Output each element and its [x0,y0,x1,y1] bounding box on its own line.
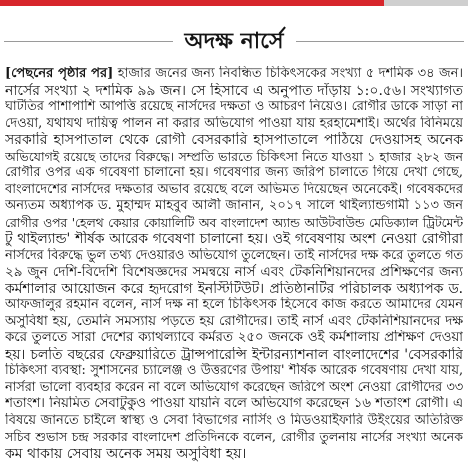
article-line: ২৯ জুন দেশি-বিদেশি বিশেষজ্ঞদের সমন্বয়ে নার্স এবং টেকনিশিয়ানদের প্রশিক্ষণের জন্য [5,264,463,280]
article-line: হয়। চলতি বছরের ফেব্রুয়ারিতে ট্রান্সপারেন্সি ইন্টারন্যাশনাল বাংলাদেশের 'বেসরকারি [5,346,463,363]
article-line: রোগীর ওপর 'হেলথ কেয়ার কোয়ালিটি অব বাংলাদেশ অ্যান্ড আউটবাউন্ড মেডিক্যাল ট্রিটমেন্ট [5,215,463,230]
article-line: সরকারি হাসপাতাল থেকে রোগী বেসরকারি হাসপাতালে পাঠিয়ে দেওয়াসহ অনেক [5,132,463,148]
title-rule-right [296,41,465,42]
article-line: অভিযোগই রয়েছে তাদের বিরুদ্ধে। সম্প্রতি ভারতে চিকিৎসা নিতে যাওয়া ১ হাজার ২৮২ জন [5,148,463,164]
article-line: অন্যতম অধ্যাপক ড. মুহাম্মদ মাহবুব আলী জানান, ২০১৭ সালে থাইল্যান্ডগামী ১১৩ জন [5,198,463,213]
article-line: বাংলাদেশের নার্সদের দক্ষতার অভাব রয়েছে বলে অভিমত দিয়েছেন অনেকেই। গবেষকদের [5,181,463,197]
article-line: চিকিৎসা ব্যবস্থা: সুশাসনের চ্যালেঞ্জ ও উত্তরণের উপায়' শীর্ষক আরেক গবেষণায় দেখা যায়, [5,363,463,378]
article-line: রোগীর ওপর এক গবেষণা চালানো হয়। গবেষণার জন্য জরিপ চালাতে গিয়ে দেখা গেছে, [5,165,463,180]
top-accent-bar-red [0,0,384,6]
continued-from-label: [পেছনের পৃষ্ঠার পর] [5,66,114,81]
title-rule-left [4,41,173,42]
title-row [0,22,468,60]
article-line: ঘাটতির পাশাপাশি আপত্তি রয়েছে নার্সদের দক্ষতা ও আচরণ নিয়েও। রোগীর ডাকে সাড়া না [5,99,463,114]
article-line: নার্সদের বিরুদ্ধে ভুল তথ্য দেওয়ারও অভিযোগ তুলেছেন। তাই নার্সদের দক্ষ করে তুলতে গত [5,247,463,263]
article-line: টু থাইল্যান্ড' শীর্ষক আরেক গবেষণা চালানো হয়। ওই গবেষণায় অংশ নেওয়া রোগীরা [5,231,463,247]
top-accent-bar-gray [384,0,468,6]
article-line: নার্সরা ভালো ব্যবহার করেন না বলে অভিযোগ করেছেন জরিপে অংশ নেওয়া রোগীদের ৩৩ [5,379,463,395]
article-line: আফজালুর রহমান বলেন, নার্স দক্ষ না হলে চিকিৎসক হিসেবে কাজ করতে আমাদের যেমন [5,297,463,312]
article-line [5,66,463,83]
article-line: সচিব শুভাস চন্দ্র সরকার বাংলাদেশ প্রতিদিনকে বলেন, রোগীর তুলনায় নার্সের সংখ্যা অনেক [5,429,463,444]
article-line: অসুবিধা হয়, তেমনি সমস্যায় পড়তে হয় রোগীদের। তাই নার্স এবং টেকনিশিয়ানদের দক্ষ [5,313,463,329]
article-line: করে তুলতে সারা দেশের ক্যাথল্যাবে কর্মরত ২৫০ জনকে ওই কর্মশালায় প্রশিক্ষণ দেওয়া [5,330,463,345]
article-line: দেওয়া, যথাযথ দায়িত্ব পালন না করার অভিযোগ পাওয়া যায় হরহামেশাই। অর্থের বিনিময়ে [5,115,463,131]
article-line: কম থাকায় সেবায় অনেক সময় অসুবিধা হয়। [5,445,247,462]
article-line: নার্সের সংখ্যা ২ দশমিক ৯৯ জন। সে হিসাবে এ অনুপাত দাঁড়ায় ১:০.৫৬। সংখ্যাগত [5,82,463,99]
article-body [5,66,463,462]
article-line: কর্মশালার আয়োজন করে হৃদরোগ ইনস্টিটিউট। প্রতিষ্ঠানটির পরিচালক অধ্যাপক ড. [5,280,463,297]
article-line-text: হাজার জনের জন্য নিবন্ধিত চিকিৎসকের সংখ্যা ৫ দশমিক ৩৪ জন। [117,66,463,81]
article-title: অদক্ষ নার্সে [184,28,284,54]
article-line: শতাংশ। নিয়মিত সেবাটুকুও পাওয়া যায়নি বলে অভিযোগ করেছেন ১৬ শতাংশ রোগী। এ [5,396,463,411]
article-line: বিষয়ে জানতে চাইলে স্বাস্থ্য ও সেবা বিভাগের নার্সিং ও মিডওয়াইফারি উইংয়ের অতিরিক্ত [5,412,463,428]
top-accent-bar [0,0,468,6]
